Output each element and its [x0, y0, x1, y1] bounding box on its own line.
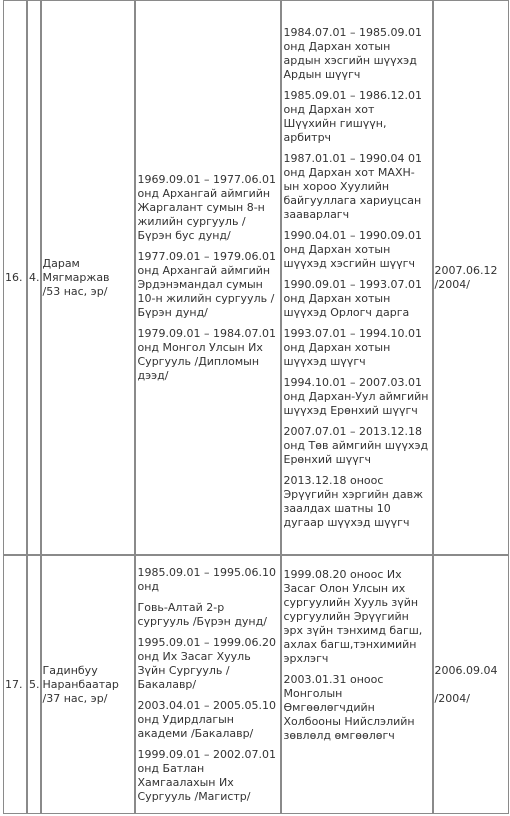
date-cell	[433, 555, 509, 814]
education-cell	[135, 0, 281, 555]
candidate-name-cell	[41, 555, 135, 814]
education-entry	[138, 250, 279, 320]
work-cell	[281, 0, 433, 555]
work-text: онд Дархан хот Шүүхийн гишүүн, арбитрч	[283, 102, 387, 144]
education-entry	[138, 566, 279, 594]
work-entry	[284, 376, 431, 418]
table-row	[3, 0, 509, 555]
work-text: Эрүүгийн хэргийн давж заалдах шатны 10 дугаар шүүхэд шүүгч	[283, 487, 423, 529]
candidates-table	[3, 0, 509, 814]
row-number	[3, 555, 27, 814]
candidate-name: Дарам Мягмаржав	[42, 256, 110, 284]
education-entry	[138, 173, 279, 243]
education-cell	[135, 555, 281, 814]
education-text: онд Архангай аймгийн Эрдэнэмандал сумын 10-н жилийн сургууль /Бүрэн дунд/	[137, 263, 275, 319]
work-text: Монголын Өмгөөлөгчдийн Холбооны Нийслэлийн зөвлөлд өмгөөлөгч	[283, 687, 415, 742]
work-entry	[284, 152, 431, 222]
work-entry	[284, 26, 431, 82]
work-text: онд Дархан хотын шүүхэд Орлогч дарга	[283, 291, 410, 319]
appointment-date-note: /2004/	[434, 691, 470, 705]
education-period: 2003.04.01 – 2005.05.10	[137, 698, 276, 712]
candidate-meta: /53 нас, эр/	[42, 284, 108, 298]
row-sub-number	[27, 555, 41, 814]
work-cell	[281, 555, 433, 814]
work-period: 1994.10.01 – 2007.03.01	[283, 375, 422, 389]
work-period: 1999.08.20 оноос	[283, 568, 384, 581]
work-entry	[284, 278, 431, 320]
work-entry	[284, 673, 431, 743]
education-text: онд	[137, 579, 160, 593]
education-period: 1995.09.01 – 1999.06.20	[137, 635, 276, 649]
education-entry	[138, 636, 279, 692]
work-entry	[284, 89, 431, 145]
work-period: 1990.04.01 – 1990.09.01	[283, 228, 422, 242]
work-period: 1993.07.01 – 1994.10.01	[283, 326, 422, 340]
date-cell	[433, 0, 509, 555]
candidate-name: Гадинбуу Наранбаатар	[42, 663, 119, 691]
education-text: онд Удирдлагын академи /Бакалавр/	[137, 712, 254, 740]
work-period: 1984.07.01 – 1985.09.01	[283, 25, 422, 39]
work-entry	[284, 474, 431, 530]
table-row	[3, 555, 509, 814]
education-entry	[138, 327, 279, 383]
work-text: онд Дархан хотын ардын хэсгийн шүүхэд Ардын шүүгч	[283, 39, 417, 81]
row-sub-number-text: 5.	[29, 677, 40, 691]
row-number-text: 17.	[5, 677, 23, 691]
candidate-meta: /37 нас, эр/	[42, 691, 108, 705]
work-period: 1990.09.01 – 1993.07.01	[283, 277, 422, 291]
education-text: онд Их Засаг Хууль Зүйн Сургууль /Бакалавр/	[137, 649, 251, 691]
education-period: 1977.09.01 – 1979.06.01	[137, 249, 276, 263]
education-entry	[138, 699, 279, 741]
education-period: 1999.09.01 – 2002.07.01	[137, 747, 276, 761]
work-period: 1987.01.01 – 1990.04 01	[283, 151, 422, 165]
work-text: онд Дархан-Уул аймгийн шүүхэд Ерөнхий шүүгч	[283, 389, 429, 417]
education-entry	[138, 601, 279, 629]
candidate-name-cell	[41, 0, 135, 555]
education-period: 1985.09.01 – 1995.06.10	[137, 565, 276, 579]
appointment-date: 2006.09.04	[434, 663, 498, 677]
work-entry	[284, 229, 431, 271]
work-period: 1985.09.01 – 1986.12.01	[283, 88, 422, 102]
work-text: онд Дархан хотын шүүхэд хэсгийн шүүгч	[283, 242, 415, 270]
work-entry	[284, 568, 431, 666]
education-text: онд Батлан Хамгаалахын Их Сургууль /Магистр/	[137, 761, 251, 803]
education-period: 1979.09.01 – 1984.07.01	[137, 326, 276, 340]
work-text: Их Засаг Олон Улсын их сургуулийн Хууль зүйн сургуулийн Эрүүгийн эрх зүйн тэнхимд багш, ахлах багш,тэнхимийн эрхлэгч	[283, 568, 423, 665]
education-text: Говь-Алтай 2-р сургууль /Бүрэн дунд/	[137, 600, 267, 628]
work-period: 2007.07.01 – 2013.12.18	[283, 424, 422, 438]
appointment-date-note: /2004/	[434, 277, 470, 291]
work-entry	[284, 327, 431, 369]
education-period: 1969.09.01 – 1977.06.01	[137, 172, 276, 186]
work-period: 2003.01.31 оноос	[283, 673, 384, 686]
work-period: 2013.12.18 оноос	[283, 473, 384, 487]
row-number	[3, 0, 27, 555]
row-number-text: 16.	[5, 270, 23, 284]
work-text: онд Төв аймгийн шүүхэд Ерөнхий шүүгч	[283, 438, 429, 466]
appointment-date: 2007.06.12	[434, 263, 498, 277]
row-sub-number	[27, 0, 41, 555]
education-text: онд Архангай аймгийн Жаргалант сумын 8-н жилийн сургууль /Бүрэн бус дунд/	[137, 186, 271, 242]
work-entry	[284, 425, 431, 467]
row-sub-number-text: 4.	[29, 270, 40, 284]
work-text: онд Дархан хот МАХН-ын хороо Хуулийн байгууллага хариуцсан зааварлагч	[283, 165, 422, 221]
education-text: онд Монгол Улсын Их Сургууль /Дипломын дээд/	[137, 340, 263, 382]
work-text: онд Дархан хотын шүүхэд шүүгч	[283, 340, 391, 368]
education-entry	[138, 748, 279, 804]
